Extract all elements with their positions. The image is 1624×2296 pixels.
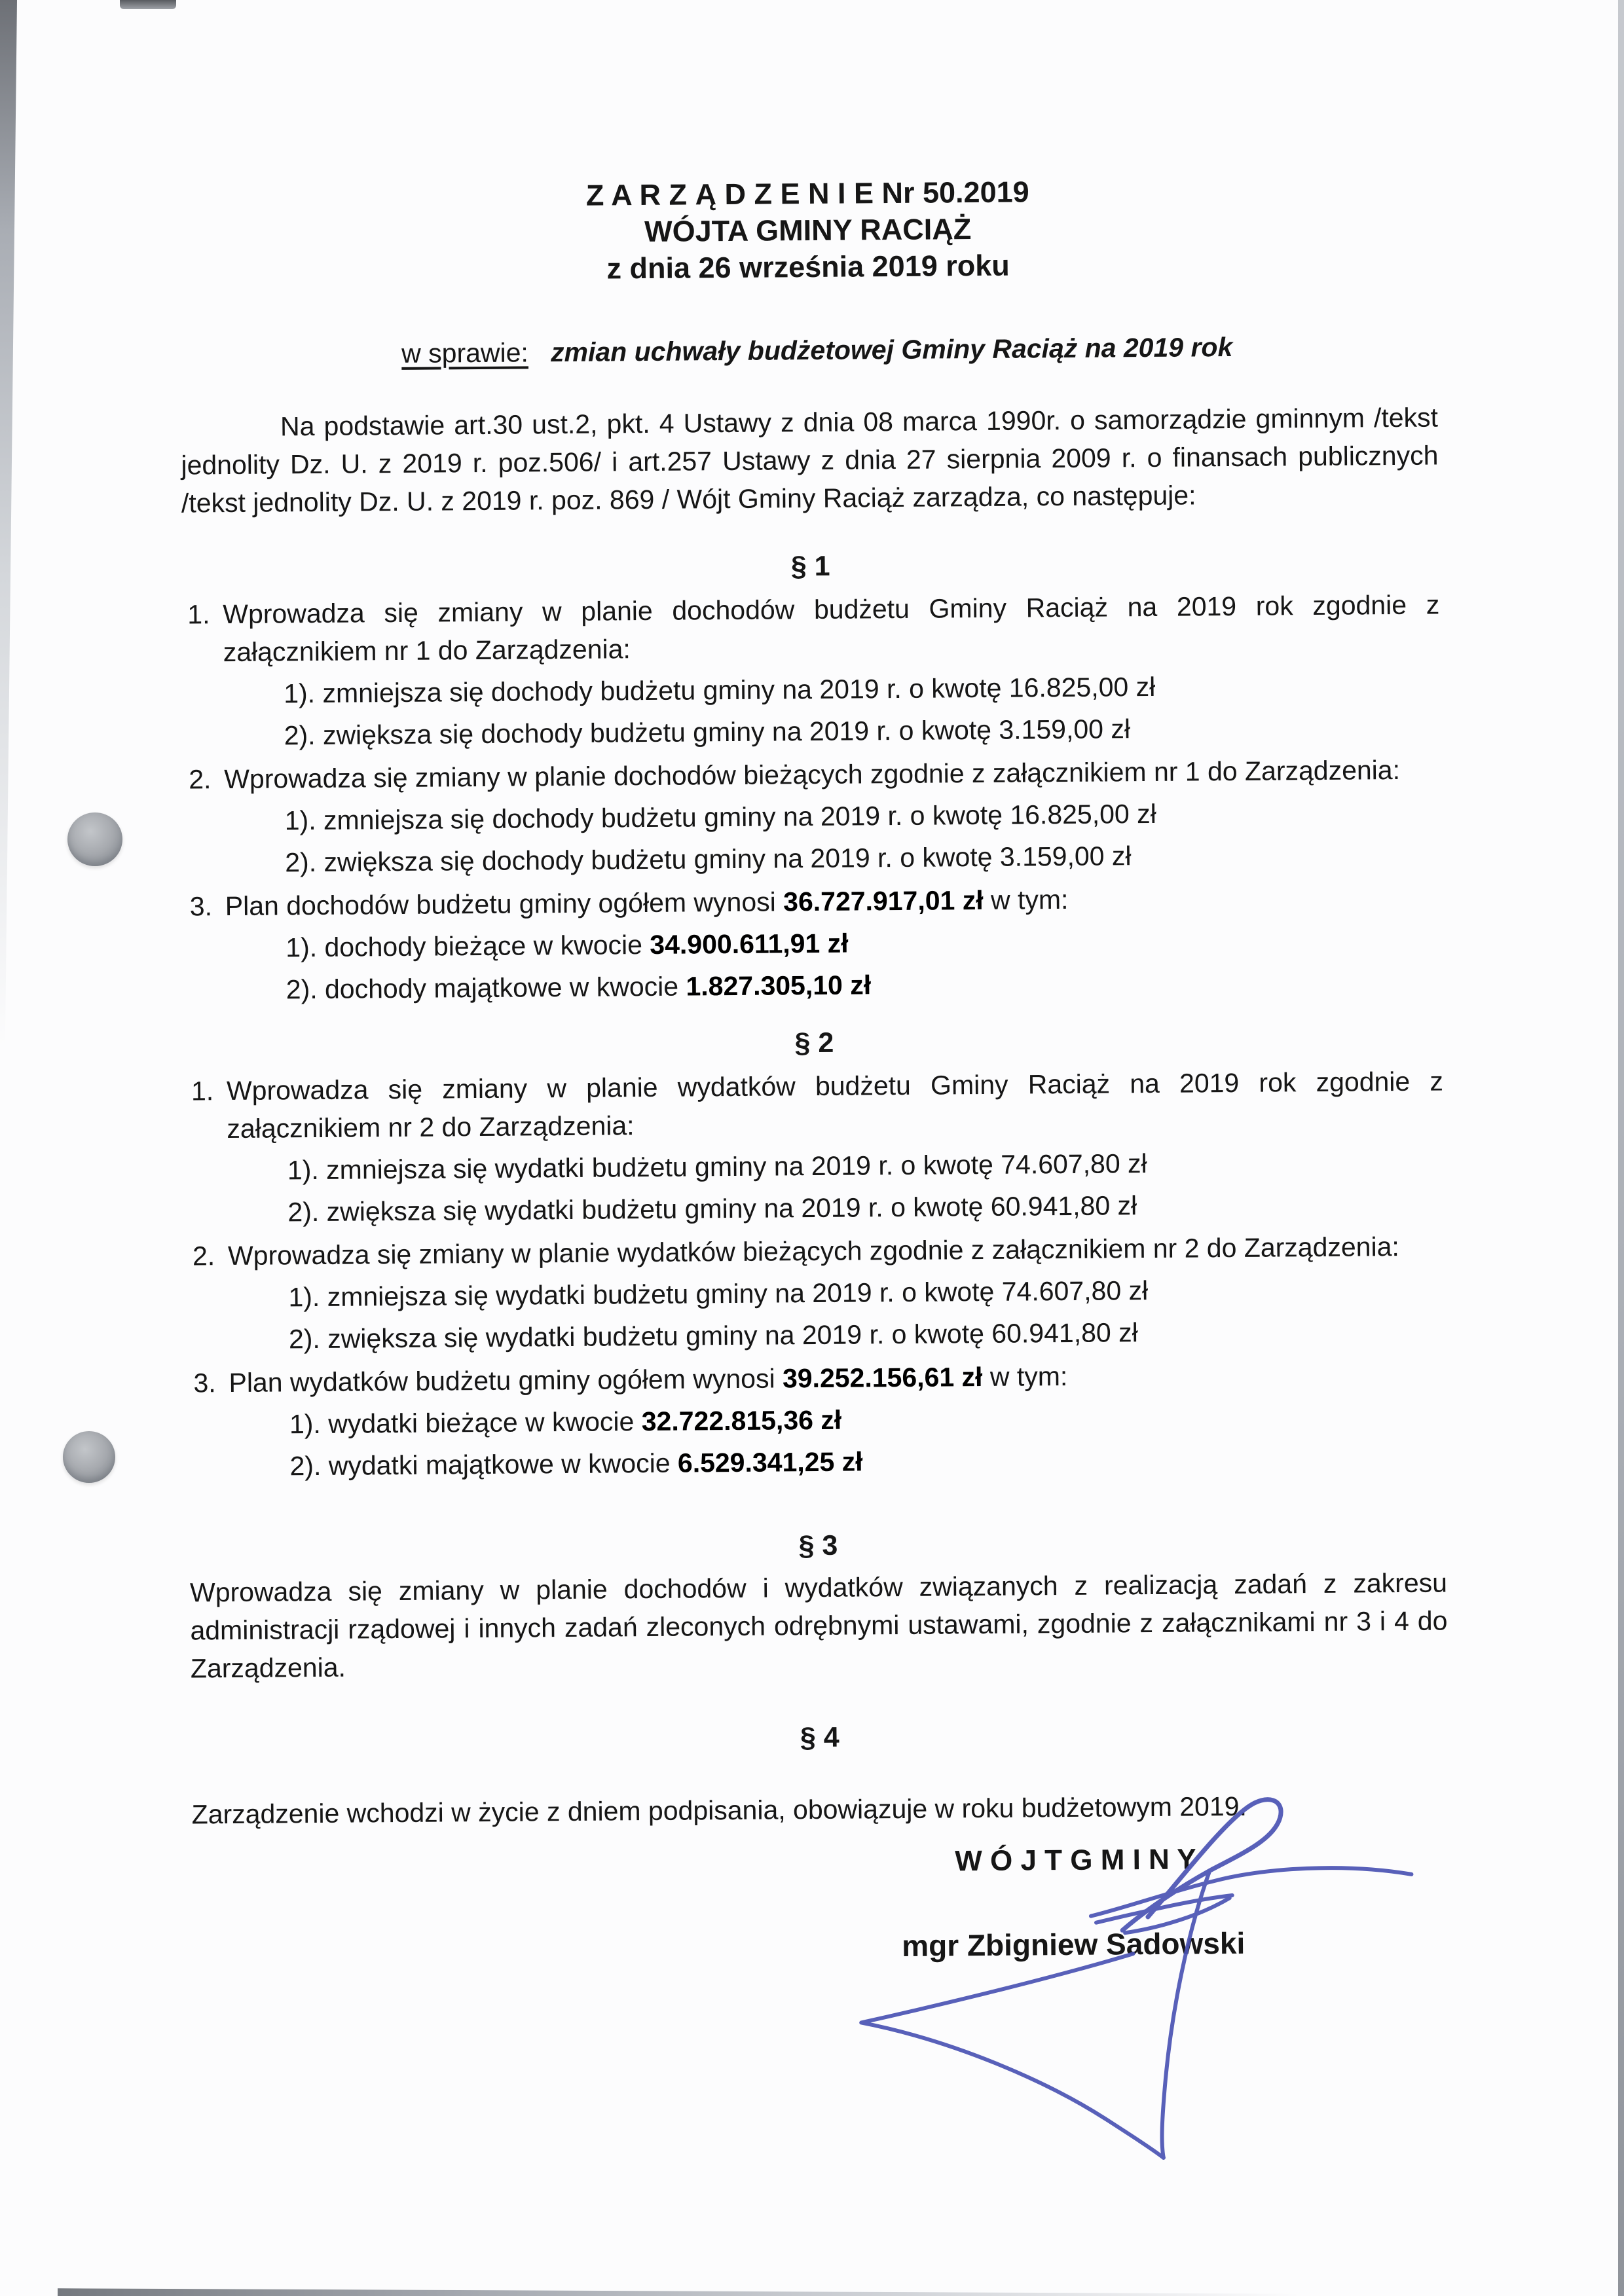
signature-title: W Ó J T G M I N Y: [955, 1843, 1196, 1878]
item-text-part: Plan wydatków budżetu gminy ogółem wynosi: [229, 1363, 783, 1398]
title-line-number: Z A R Z Ą D Z E N I E Nr 50.2019: [585, 175, 1029, 212]
scan-edge-shadow-right: [1618, 0, 1624, 2296]
list-subitem: [229, 1396, 1446, 1444]
scan-edge-shadow-bottom: [58, 2284, 1302, 2296]
subitem-text-part: 2). wydatki majątkowe w kwocie: [289, 1448, 678, 1482]
total-amount: 39.252.156,61 zł: [782, 1361, 983, 1394]
list-item: [188, 1354, 1446, 1485]
signatory-name: mgr Zbigniew Sadowski: [902, 1925, 1246, 1963]
scan-edge-shadow-left: [0, 0, 17, 1048]
document-title-block: [179, 170, 1437, 290]
total-amount: 36.727.917,01 zł: [783, 884, 984, 917]
item-text: Wprowadza się zmiany w planie dochodów budżetu Gminy Raciąż na 2019 rok zgodnie z załącznikiem nr 1 do Zarządzenia:: [223, 589, 1440, 668]
item-text: Wprowadza się zmiany w planie wydatków bieżących zgodnie z załącznikiem nr 2 do Zarządzenia:: [227, 1231, 1399, 1271]
list-subitem: [226, 961, 1443, 1009]
subitem-text-part: 1). dochody bieżące w kwocie: [286, 929, 650, 963]
scan-edge-mark-top: [120, 0, 176, 9]
amount: 1.827.305,10 zł: [686, 970, 872, 1002]
hole-punch-mark: [63, 1431, 115, 1483]
item-number: 1.: [187, 599, 210, 630]
subject-line: [401, 326, 1437, 372]
list-subitem: 1). zmniejsza się dochody budżetu gminy na 2019 r. o kwotę 16.825,00 zł: [284, 798, 1156, 836]
item-text: [229, 1361, 1067, 1398]
preamble-paragraph: Na podstawie art.30 ust.2, pkt. 4 Ustawy z dnia 08 marca 1990r. o samorządzie gminnym /tekst jednolity Dz. U. z 2019 r. poz.506/ i art.257 Ustawy z dnia 27 sierpnia 2009 r. o finansach publicznych /tekst jednolity Dz. U. z 2019 r. poz. 869 / Wójt Gminy Raciąż zarządza, co następuje:: [181, 402, 1439, 519]
item-number: 1.: [191, 1076, 214, 1106]
section-1-list: [182, 585, 1443, 1009]
list-item: [186, 1062, 1445, 1231]
list-subitem: [229, 1438, 1446, 1485]
item-text: Wprowadza się zmiany w planie dochodów bieżących zgodnie z załącznikiem nr 1 do Zarządzenia:: [224, 754, 1401, 795]
item-text: [225, 884, 1069, 921]
section-heading-2: § 2: [794, 1027, 834, 1059]
subject-label: w sprawie:: [401, 337, 529, 369]
item-text-part: w tym:: [982, 1360, 1068, 1392]
title-line-issuer: WÓJTA GMINY RACIĄŻ: [644, 212, 972, 248]
item-number: 3.: [193, 1368, 216, 1398]
section-2-list: [186, 1062, 1447, 1485]
list-item: [187, 1227, 1445, 1358]
list-subitem: 1). zmniejsza się wydatki budżetu gminy na 2019 r. o kwotę 74.607,80 zł: [287, 1148, 1147, 1186]
subject-text: zmian uchwały budżetowej Gminy Raciąż na 2019 rok: [550, 331, 1233, 368]
item-number: 3.: [189, 891, 213, 922]
subitem-text-part: 1). wydatki bieżące w kwocie: [289, 1406, 642, 1440]
list-item: [185, 877, 1443, 1009]
item-number: 2.: [192, 1241, 215, 1271]
list-subitem: 2). zwiększa się wydatki budżetu gminy na 2019 r. o kwotę 60.941,80 zł: [287, 1190, 1137, 1228]
section-heading-1: § 1: [790, 550, 830, 583]
list-item: [182, 585, 1441, 755]
list-item: [183, 750, 1441, 882]
item-text-part: Plan dochodów budżetu gminy ogółem wynosi: [225, 886, 784, 922]
list-subitem: 1). zmniejsza się dochody budżetu gminy na 2019 r. o kwotę 16.825,00 zł: [284, 671, 1156, 709]
document-content: [179, 170, 1452, 2255]
amount: 6.529.341,25 zł: [677, 1446, 863, 1478]
hole-punch-mark: [67, 812, 122, 866]
list-subitem: 2). zwiększa się dochody budżetu gminy na 2019 r. o kwotę 3.159,00 zł: [284, 714, 1131, 751]
spacer: [536, 337, 544, 367]
title-line-date: z dnia 26 września 2019 roku: [606, 248, 1010, 285]
item-number: 2.: [189, 764, 212, 795]
item-text: Wprowadza się zmiany w planie wydatków budżetu Gminy Raciąż na 2019 rok zgodnie z załącznikiem nr 2 do Zarządzenia:: [226, 1066, 1444, 1144]
list-subitem: 2). zwiększa się wydatki budżetu gminy na 2019 r. o kwotę 60.941,80 zł: [288, 1317, 1138, 1355]
amount: 32.722.815,36 zł: [641, 1404, 842, 1437]
list-subitem: [225, 919, 1442, 967]
subitem-text-part: 2). dochody majątkowe w kwocie: [286, 971, 686, 1005]
list-subitem: 2). zwiększa się dochody budżetu gminy na 2019 r. o kwotę 3.159,00 zł: [285, 841, 1132, 878]
amount: 34.900.611,91 zł: [650, 928, 849, 960]
list-subitem: 1). zmniejsza się wydatki budżetu gminy na 2019 r. o kwotę 74.607,80 zł: [288, 1275, 1149, 1313]
section-heading-3: § 3: [798, 1529, 838, 1562]
section-4-paragraph: Zarządzenie wchodzi w życie z dniem podpisania, obowiązuje w roku budżetowym 2019.: [191, 1791, 1247, 1830]
item-text-part: w tym:: [983, 884, 1069, 915]
section-3-paragraph: Wprowadza się zmiany w planie dochodów i wydatków związanych z realizacją zadań z zakresu administracji rządowej i innych zadań zleconych odrębnymi ustawami, zgodnie z załącznikami nr 3 i 4 do Zarządzenia.: [189, 1567, 1448, 1684]
section-heading-4: § 4: [800, 1721, 840, 1754]
